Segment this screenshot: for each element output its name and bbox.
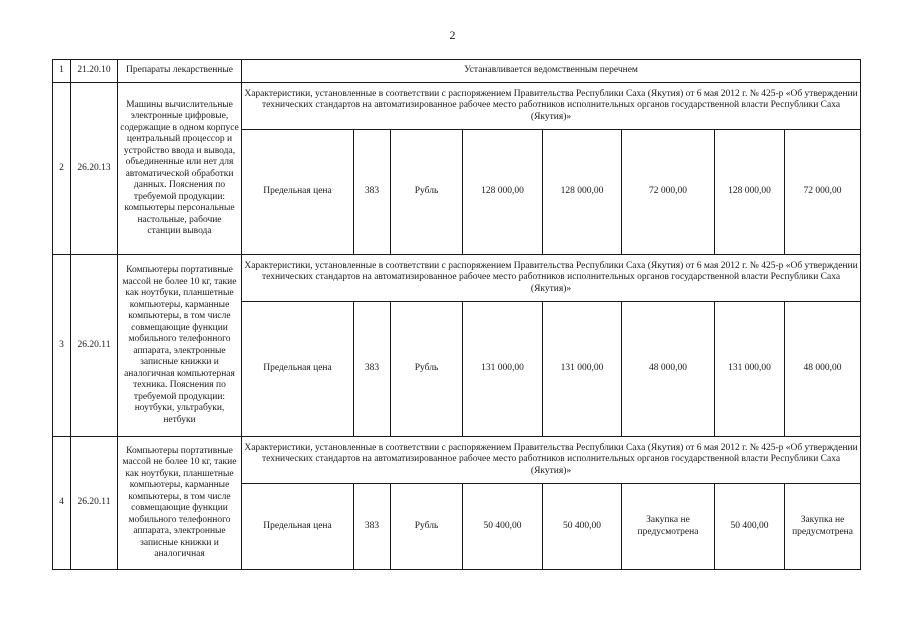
value-cell: 128 000,00 xyxy=(715,130,785,255)
row-number: 4 xyxy=(53,437,71,570)
value-cell: 48 000,00 xyxy=(785,302,861,437)
unit-cell: Рубль xyxy=(391,130,463,255)
value-cell: 50 400,00 xyxy=(543,484,622,570)
document-table xyxy=(52,59,861,570)
value-cell: 128 000,00 xyxy=(543,130,622,255)
okei-code-cell: 383 xyxy=(354,484,391,570)
product-name: Машины вычислительные электронные цифровые, содержащие в одном корпусе центральный процессор и устройство ввода и вывода, объединенные или нет для автоматической обработки данных. Пояснения по требуемой продукции: компьютеры персональные настольные, рабочие станции вывода xyxy=(118,83,242,255)
note-cell: Устанавливается ведомственным перечнем xyxy=(242,60,861,83)
okpd-code: 26.20.11 xyxy=(71,437,118,570)
table-row xyxy=(53,60,861,83)
value-cell: 131 000,00 xyxy=(715,302,785,437)
row-number: 2 xyxy=(53,83,71,255)
value-cell: 48 000,00 xyxy=(622,302,715,437)
page-number: 2 xyxy=(449,28,456,42)
value-cell: 50 400,00 xyxy=(715,484,785,570)
value-cell: 131 000,00 xyxy=(463,302,543,437)
characteristics-cell: Характеристики, установленные в соответствии с распоряжением Правительства Республики Саха (Якутия) от 6 мая 2012 г. № 425-р «Об утверждении технических стандартов на автоматизированное рабочее место работников исполнительных органов государственной власти Республики Саха (Якутия)» xyxy=(242,83,861,130)
unit-cell: Рубль xyxy=(391,302,463,437)
table-row xyxy=(53,255,861,302)
product-name: Компьютеры портативные массой не более 10 кг, такие как ноутбуки, планшетные компьютеры, карманные компьютеры, в том числе совмещающие функции мобильного телефонного аппарата, электронные записные книжки и аналогичная xyxy=(118,437,242,570)
table-row xyxy=(53,437,861,484)
parameter-cell: Предельная цена xyxy=(242,484,354,570)
value-cell: 72 000,00 xyxy=(622,130,715,255)
value-cell: 128 000,00 xyxy=(463,130,543,255)
okei-code-cell: 383 xyxy=(354,130,391,255)
row-number: 1 xyxy=(53,60,71,83)
okpd-code: 26.20.13 xyxy=(71,83,118,255)
value-cell: 72 000,00 xyxy=(785,130,861,255)
okpd-code: 26.20.11 xyxy=(71,255,118,437)
characteristics-cell: Характеристики, установленные в соответствии с распоряжением Правительства Республики Саха (Якутия) от 6 мая 2012 г. № 425-р «Об утверждении технических стандартов на автоматизированное рабочее место работников исполнительных органов государственной власти Республики Саха (Якутия)» xyxy=(242,255,861,302)
row-number: 3 xyxy=(53,255,71,437)
parameter-cell: Предельная цена xyxy=(242,130,354,255)
value-cell: 50 400,00 xyxy=(463,484,543,570)
value-cell: Закупка не предусмотрена xyxy=(622,484,715,570)
okei-code-cell: 383 xyxy=(354,302,391,437)
parameter-cell: Предельная цена xyxy=(242,302,354,437)
okpd-code: 21.20.10 xyxy=(71,60,118,83)
characteristics-cell: Характеристики, установленные в соответствии с распоряжением Правительства Республики Саха (Якутия) от 6 мая 2012 г. № 425-р «Об утверждении технических стандартов на автоматизированное рабочее место работников исполнительных органов государственной власти Республики Саха (Якутия)» xyxy=(242,437,861,484)
product-name: Компьютеры портативные массой не более 10 кг, такие как ноутбуки, планшетные компьютеры, карманные компьютеры, в том числе совмещающие функции мобильного телефонного аппарата, электронные записные книжки и аналогичная компьютерная техника. Пояснения по требуемой продукции: ноутбуки, ультрабуки, нетбуки xyxy=(118,255,242,437)
product-name: Препараты лекарственные xyxy=(118,60,242,83)
value-cell: 131 000,00 xyxy=(543,302,622,437)
unit-cell: Рубль xyxy=(391,484,463,570)
value-cell: Закупка не предусмотрена xyxy=(785,484,861,570)
table-row xyxy=(53,83,861,130)
